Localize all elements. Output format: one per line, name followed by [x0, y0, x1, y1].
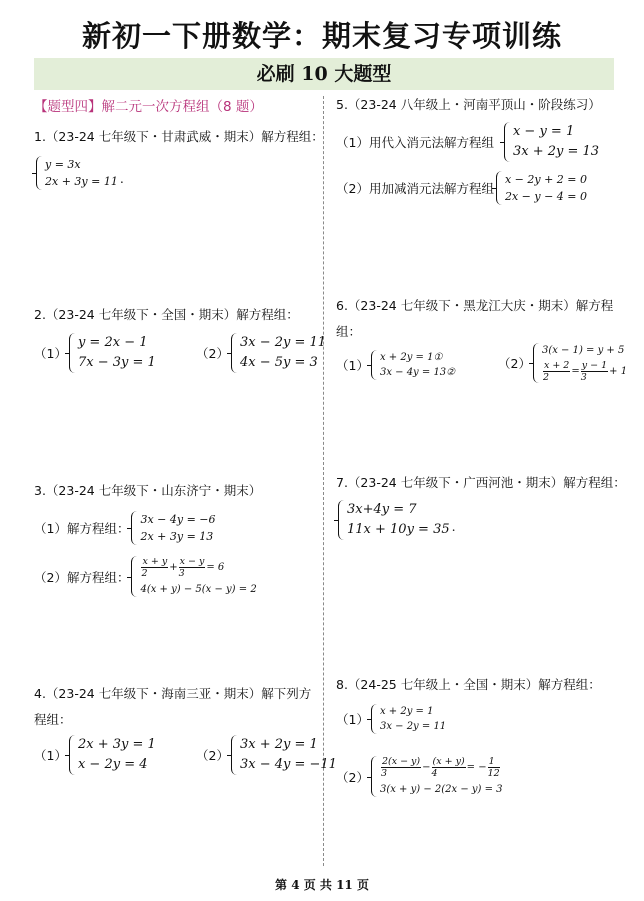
- denominator: 3: [580, 372, 587, 383]
- denominator: 4: [431, 768, 438, 779]
- equation: 7x − 3y = 1: [77, 355, 156, 370]
- right-hand-side: = 6: [206, 562, 225, 573]
- fraction-equation: [380, 756, 503, 779]
- question-3-part-1: [34, 511, 216, 545]
- numerator: 1: [488, 756, 500, 768]
- question-8-part-1: [336, 704, 446, 734]
- brace-icon: [36, 156, 42, 190]
- denominator: 12: [487, 768, 500, 779]
- question-3-prompt: 3.（23-24 七年级下・山东济宁・期末）: [34, 483, 262, 498]
- equation: y = 2x − 1: [77, 335, 148, 350]
- right-hand-side: + 1: [609, 366, 628, 377]
- numerator: (x + y): [432, 756, 465, 767]
- numerator: x − y: [179, 556, 205, 567]
- question-5-part-1: [336, 122, 599, 162]
- brace-icon: [69, 735, 75, 775]
- equation-system: [496, 171, 587, 205]
- question-3-part-2: [34, 556, 257, 597]
- brace-icon: [131, 511, 137, 545]
- brace-icon: [69, 333, 75, 373]
- equation: 4(x + y) − 5(x − y) = 2: [140, 584, 257, 595]
- question-8-part-2: [336, 756, 503, 797]
- equation: 3x+4y = 7: [347, 502, 417, 517]
- equation: 2x + 3y = 11: [45, 175, 118, 188]
- numerator: 2(x − y): [381, 756, 421, 767]
- denominator: 2: [141, 568, 148, 579]
- equation: 3x − 4y = 13②: [379, 367, 456, 378]
- equation-system: [36, 156, 118, 190]
- question-6-prompt-line-2: 组：: [336, 324, 362, 339]
- period: .: [119, 171, 124, 186]
- part-label: （1）: [34, 346, 67, 361]
- equation-system: [371, 350, 455, 380]
- question-1-prompt: 1.（23-24 七年级下・甘肃武威・期末）解方程组：: [34, 129, 324, 144]
- question-4-part-2: [196, 735, 337, 775]
- question-2-part-2: [196, 333, 326, 373]
- subtitle-banner: 必刷 10 大题型: [34, 58, 614, 90]
- fraction: [488, 756, 500, 779]
- part-label: （2）: [498, 356, 531, 371]
- equation: x + 2y = 1①: [379, 352, 443, 363]
- equation: 3x − 2y = 11: [379, 721, 447, 732]
- brace-icon: [371, 350, 377, 380]
- fraction: [581, 360, 608, 383]
- equation-system: [69, 333, 156, 373]
- equation: x − 2y + 2 = 0: [504, 173, 588, 186]
- equation-system: [131, 556, 256, 597]
- brace-icon: [504, 122, 510, 162]
- fraction: [543, 360, 570, 383]
- operator: = −: [466, 762, 487, 773]
- part-label: （2）: [336, 769, 369, 785]
- fraction: [179, 556, 206, 579]
- question-4-prompt-line-2: 程组：: [34, 712, 72, 727]
- question-5-prompt: 5.（23-24 八年级上・河南平顶山・阶段练习）: [336, 97, 601, 112]
- part-label: （2）用加减消元法解方程组: [336, 181, 494, 196]
- part-label: （1）解方程组：: [34, 521, 130, 536]
- question-7-prompt: 7.（23-24 七年级下・广西河池・期末）解方程组：: [336, 475, 626, 490]
- fraction: [141, 556, 168, 579]
- page-footer: 第 4 页 共 11 页: [275, 878, 369, 892]
- equation: 3x − 2y = 11: [239, 335, 327, 350]
- equation-system: [231, 333, 326, 373]
- equation: y = 3x: [45, 158, 81, 171]
- brace-icon: [371, 704, 377, 734]
- equation: 3(x + y) − 2(2x − y) = 3: [379, 784, 503, 795]
- part-label: （2）: [196, 748, 229, 763]
- equation-system: [371, 704, 446, 734]
- equation-system: [371, 756, 503, 797]
- question-6-part-2: [498, 343, 627, 383]
- equation: 2x + 3y = 13: [140, 530, 214, 543]
- equation: 3x − 4y = −11: [239, 757, 337, 772]
- equation: 3x + 2y = 1: [239, 737, 318, 752]
- operator: −: [422, 762, 431, 773]
- period: .: [451, 519, 456, 534]
- question-6-part-1: [336, 350, 455, 380]
- fraction-equation: [140, 556, 256, 579]
- equation-system: [533, 343, 627, 383]
- question-1-system: [34, 156, 124, 190]
- part-label: （2）解方程组：: [34, 569, 130, 585]
- part-label: （1）: [336, 358, 369, 373]
- section-heading: 【题型四】解二元一次方程组（8 题）: [34, 99, 263, 115]
- operator: =: [571, 366, 580, 377]
- question-5-part-2: [336, 171, 587, 205]
- denominator: 3: [380, 768, 387, 779]
- equation-system: [338, 500, 450, 540]
- equation-system: [131, 511, 215, 545]
- numerator: x + y: [142, 556, 168, 567]
- part-label: （1）: [34, 748, 67, 763]
- brace-icon: [371, 756, 377, 797]
- question-4-part-1: [34, 735, 156, 775]
- equation: 2x + 3y = 1: [77, 737, 156, 752]
- part-label: （2）: [196, 346, 229, 361]
- equation: 4x − 5y = 3: [239, 355, 318, 370]
- question-7-system: [336, 500, 456, 540]
- denominator: 3: [178, 568, 185, 579]
- part-label: （1）用代入消元法解方程组: [336, 135, 494, 150]
- equation: x − y = 1: [512, 124, 575, 139]
- page-title: 新初一下册数学：期末复习专项训练: [81, 19, 562, 53]
- brace-icon: [131, 556, 137, 597]
- brace-icon: [533, 343, 539, 383]
- question-4-prompt-line-1: 4.（23-24 七年级下・海南三亚・期末）解下列方: [34, 686, 312, 701]
- equation: 2x − y − 4 = 0: [504, 190, 588, 203]
- part-label: （1）: [336, 712, 369, 727]
- question-2-prompt: 2.（23-24 七年级下・全国・期末）解方程组：: [34, 307, 299, 322]
- equation: 3(x − 1) = y + 5: [541, 345, 625, 356]
- fraction: [381, 756, 421, 779]
- brace-icon: [231, 735, 237, 775]
- equation: 3x − 4y = −6: [140, 513, 216, 526]
- equation: 3x + 2y = 13: [512, 144, 600, 159]
- numerator: y − 1: [581, 360, 608, 371]
- brace-icon: [496, 171, 502, 205]
- equation: x + 2y = 1: [379, 706, 434, 717]
- question-2-part-1: [34, 333, 156, 373]
- question-6-prompt-line-1: 6.（23-24 七年级下・黑龙江大庆・期末）解方程: [336, 298, 614, 313]
- brace-icon: [231, 333, 237, 373]
- brace-icon: [338, 500, 344, 540]
- numerator: x + 2: [543, 360, 570, 371]
- equation-system: [69, 735, 156, 775]
- equation: 11x + 10y = 35: [347, 522, 450, 537]
- equation: x − 2y = 4: [77, 757, 148, 772]
- equation-system: [504, 122, 599, 162]
- equation-system: [231, 735, 337, 775]
- denominator: 2: [542, 372, 549, 383]
- question-8-prompt: 8.（24-25 七年级上・全国・期末）解方程组：: [336, 677, 601, 692]
- fraction-equation: [542, 360, 627, 383]
- fraction: [432, 756, 466, 779]
- operator: +: [169, 562, 178, 573]
